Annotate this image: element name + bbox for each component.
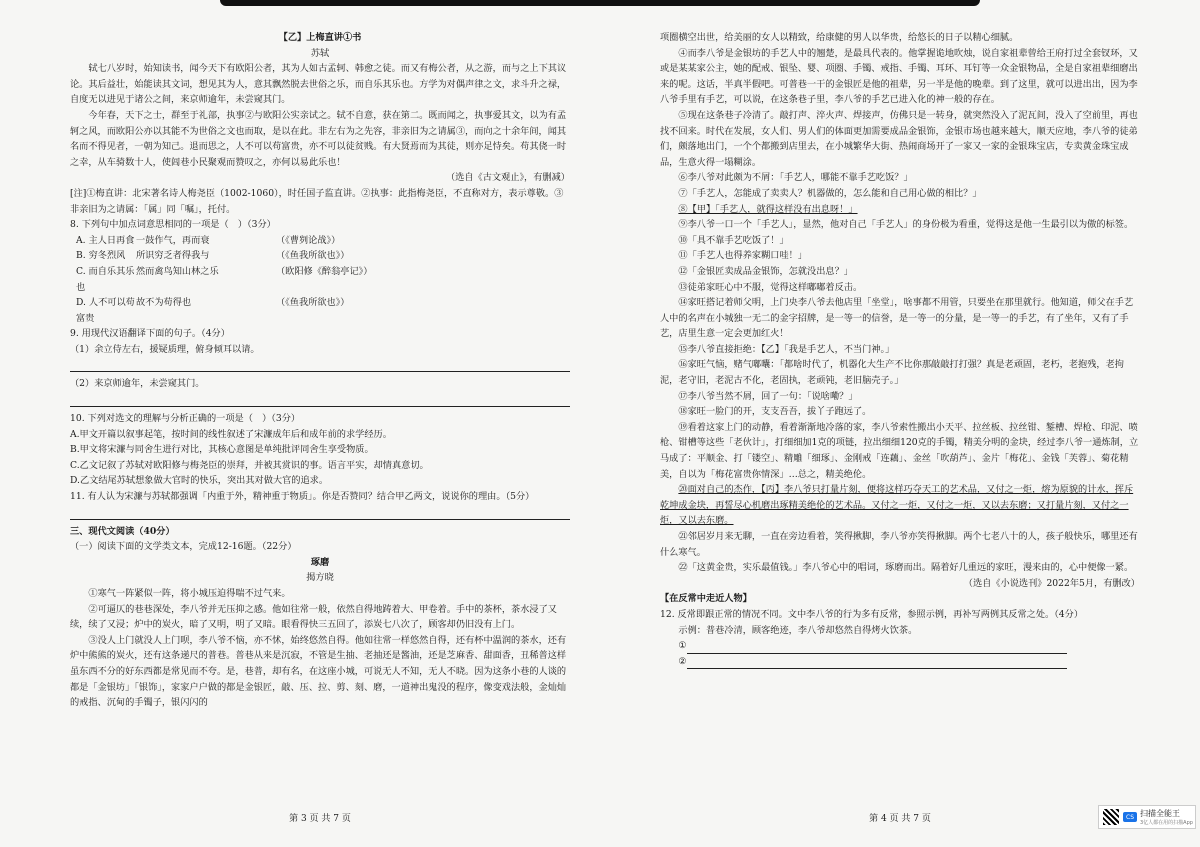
q8-option: A. 主人日再食 一鼓作气，再而衰 （《曹刿论战》） (76, 234, 341, 246)
page-number: 第 4 页 共 7 页 (869, 814, 931, 825)
question-12: 12. 反常即跟正常的情况不同。文中李八爷的行为多有反常，参照示例，再补写两例其反常之处。（4分） (660, 608, 1084, 620)
q10-option: A.甲文开篇以叙事起笔，按时间的线性叙述了宋濂成年后和成年前的求学经历。 (70, 428, 392, 440)
story-para: ㉒「这黄金贵，实乐最值钱。」李八爷心中的唱词，琢磨而出。隔着好几重远的家旺，漫来由的，心中便像一紧。 (678, 562, 1134, 574)
answer-line (70, 507, 570, 520)
story-para: ⑱家旺一脸门的开，支支吾吾，拔丫子跑远了。 (678, 406, 872, 418)
q8-option: D. 人不可以苟富贵 故不为苟得也 （《鱼我所欲也》） (76, 297, 350, 324)
question-9: 9. 用现代汉语翻译下面的句子。（4分） (70, 328, 230, 340)
story-para: ⑰李八爷当然不屑，回了一句：「说啥嘞？」 (678, 390, 858, 402)
page-left (70, 30, 570, 825)
scan-edge-shadow (220, 0, 980, 6)
story-para: ②可逼仄的巷巷深处，李八爷并无压抑之感。他如往常一般，依然自得地踌着大、甲卷着。手中的茶杯，茶水浸了又续，续了又浸；炉中的炭火，暗了又明，明了又暗。眼看得快三五回了，添炭七八次了，顾客却仍旧没有上门。 (70, 603, 557, 631)
q10-option: D.乙文结尾苏轼想象做大官时的快乐，突出其对做大官的追求。 (70, 475, 329, 487)
passage-para: 今年春，天下之士，群至于礼部，执事②与欧阳公实亲试之。轼不自意，获在第二。既而闻之，执事爱其文，以为有孟轲之风，而欧阳公亦以其能不为世俗之文也而取，是以在此。非左右为之先容，非亲旧为之请属③，而向之十余年间，闻其名而不得见者，一朝为知己。退而思之，人不可以苟富贵，亦不可以徒贫贱。有大贤焉而为其徒，则亦足恃矣。苟其侥一时之幸，从车骑数十人，使闾巷小民聚观而赞叹之，亦何以易此乐也！ (70, 109, 567, 168)
story-para: ⑪「手艺人也得养家糊口哇！」 (678, 250, 808, 262)
story-para: ⑨李八爷一口一个「手艺人」，显然，他对自己「手艺人」的身份极为看重，觉得这是他一生最引以为傲的标签。 (678, 219, 1134, 231)
page-number: 第 3 页 共 7 页 (289, 814, 351, 825)
watermark-title: 扫描全能王 (1140, 809, 1180, 818)
story-para: ⑥李八爷对此颇为不屑：「手艺人，哪能不靠手艺吃饭？」 (678, 172, 913, 184)
story-para: 项圈横空出世，给美丽的女人以精致，给康健的男人以华贵，给悠长的日子以精心细腻。 (660, 32, 1019, 43)
q12-answer-2: ② (660, 654, 1140, 670)
section-subheading: （一）阅读下面的文学类文本，完成12-16题。（22分） (70, 541, 297, 553)
story-source: （选自《小说选刊》2022年5月，有删改） (963, 577, 1140, 589)
story-para: ㉑邻居岁月来无聊，一直在旁边看着，笑得揪脚，李八爷亦笑得揪脚。两个七老八十的人，孩子般快乐，哪里还有什么寒气。 (660, 531, 1138, 558)
story-para: ①寒气一阵紧似一阵，将小城压迫得喘不过气来。 (88, 588, 291, 599)
section-heading: 三、现代文阅读（40分） (70, 525, 175, 537)
story-para: ⑤现在这条巷子冷清了。敲打声、淬火声、焊接声，仿佛只是一转身，就突然没入了泥瓦间，没入了空前里，再也找不回来。时代在发展，女人们、男人们的体面更加需要成品金银饰，金银市场也越来越大，顺天应地，李八爷的徒弟们，颇落地出门，一个个都搬到店里去，在小城繁华大街、热闹商场开了一家又一家的金银珠宝店，专卖黄金珠宝成品，生意火得一塌糊涂。 (660, 109, 1138, 168)
camscanner-logo-icon: CS (1123, 812, 1137, 822)
story-para: ⑯家旺气恼，赌气嘟囔：「都啥时代了，机器化大生产不比你那敲敲打打强？真是老顽固，老朽，老抱残，老拘泥，老守旧，老泥古不化，老固执，老顽钝，老旧脑壳子。」 (660, 359, 1124, 387)
story-para: ⑫「金银匠卖成品金银饰，怎就没出息？」 (678, 265, 853, 277)
story-para: ⑧【甲】「手艺人，就得这样没有出息呀！」 (678, 203, 858, 215)
q12-answer-1: ① (660, 638, 1140, 654)
q9-item-1: （1）余立侍左右，援疑质理，俯身倾耳以请。 (70, 343, 260, 355)
passage-source: （选自《古文观止》，有删减） (445, 172, 570, 184)
passage-author: 苏轼 (310, 47, 330, 59)
story-para: ⑭家旺搭记着师父明，上门央李八爷去他店里「坐堂」，啥事都不用管，只要坐在那里就行。他知道，师父在手艺人中的名声在小城独一无二的金字招牌，是一等一的信誉，是一等一的分量，是一等一的手艺，有了坐年，又有了手艺，店里生意一定会更加红火！ (660, 297, 1134, 340)
story-para: ⑲看着这家上门的动静，看着渐渐地冷落的家，李八爷索性搬出小天平、拉丝板、拉丝钳、錾槽、焊枪、印泥、喷枪、钳槽等这些「老伙计」，打细细加1克的项链，拉出细细120克的手镯，精美分明的金块，经过李八爷一通炼制，立马成了：平顺金、打「镂空」、精雕「细琢」、金刚戒「连藕」、金丝「吹葫芦」、金片「梅花」、金钱「芙蓉」、菊花精美，自以为「梅花富贵你情深」…总之，精美绝伦。 (660, 421, 1139, 480)
passage-notes: [注]①梅直讲：北宋著名诗人梅尧臣（1002-1060），时任国子监直讲。②执事：此指梅尧臣，不直称对方，表示尊敬。③非亲旧为之请属：「属」同「嘱」，托付。 (70, 187, 564, 215)
story-para: ⑮李八爷直接拒绝：【乙】「我是手艺人，不当门神。」 (678, 343, 895, 355)
page-right (660, 30, 1140, 825)
story-para: ③没人上门就没人上门呗，李八爷不恼，亦不怵，始终悠然自得。他如往常一样悠然自得，还有杯中温润的茶水，还有炉中熊熊的炭火，还有这条递尺的普巷。普巷从来是沉寂，不管是生抽、老抽还是酱油，还是芝麻香、甜面香，丑稀普这样虽东西不分的好东西都是常见而不夸。是，巷普，却有名，在这座小城，可说无人不知，无人不晓。因为这条小巷的人谈的都是「金银坊」「银饰」，家家户户做的都是金银匠，敲、压、拉、剪、刻、磨，一道神出鬼没的程序，像变戏法般，金灿灿的戒指、沉甸的手镯子，银闪闪的 (70, 634, 567, 709)
story-para: ⑦「手艺人，怎能成了卖卖人？机器做的，怎么能和自己用心做的相比？」 (678, 187, 982, 199)
story-author: 揭方晓 (306, 572, 334, 584)
q10-option: B.甲文将宋濂与同舍生进行对比，其核心意图是单纯批评同舍生享受物质。 (70, 444, 374, 456)
story-para: ⑬徒弟家旺心中不服，觉得这样嘟嘟着反击。 (678, 281, 863, 293)
q10-option: C.乙文记叙了苏轼对欧阳修与梅尧臣的崇拜，并被其赏识的事。语言平实，却情真意切。 (70, 459, 429, 471)
story-para: ⑳面对自己的杰作，【丙】李八爷只打量片刻，便将这样巧夺天工的艺术品，又付之一炬，熔为原貌的计水，挥斥乾坤成金块，再誓尽心机磨出琢精美绝伦的艺术品。又付之一炬，又付之一炬，又以去东磨；又打量片刻，又付之一炬，又以去东磨。 (660, 484, 1134, 527)
story-title: 琢磨 (310, 556, 330, 568)
passage-title: 【乙】上梅直讲①书 (278, 32, 362, 43)
question-10: 10. 下列对选文的理解与分析正确的一项是（ ）（3分） (70, 413, 301, 425)
watermark-subtitle: 3亿人都在用的扫描App (1140, 820, 1193, 826)
q9-item-2: （2）来京师逾年，未尝窥其门。 (70, 378, 205, 390)
q8-option: C. 而自乐其乐也 然而禽鸟知山林之乐 （欧阳修《醉翁亭记》） (76, 265, 373, 293)
question-11: 11. 有人认为宋濂与苏轼都强调「内重于外，精神重于物质」。你是否赞同？结合甲乙两文，说说你的理由。（5分） (70, 491, 535, 503)
story-para: ⑩「具不靠手艺吃饭了！」 (678, 234, 789, 246)
q8-option: B. 穷冬烈风 所识穷乏者得我与 （《鱼我所欲也》） (76, 250, 350, 262)
section-heading: 【在反常中走近人物】 (660, 593, 752, 605)
qr-code-icon (1103, 809, 1119, 825)
q12-example: 示例：普巷冷清，顾客绝迹，李八爷却悠然自得烤火饮茶。 (678, 624, 918, 636)
answer-line (70, 359, 570, 372)
question-8: 8. 下列句中加点词意思相同的一项是（ ）（3分） (70, 219, 276, 231)
story-para: ④而李八爷是金银坊的手艺人中的翘楚，是最具代表的。他掌握诡地吹烛，说自家祖辈曾给王府打过全套钗环，又或是某某家公主，她的配戒、银坠、婴、项圈、手镯、戒指、手镯、耳环、耳钉等一众金银物品，全是自家祖辈细磨出来的呢。这话，半真半假吧。可普巷一干的金银匠是他的祖辈，另一半是他的晚辈。到了这里，就可以进出出，因为李八爷手里有手艺，可以说，在这条巷子里，李八爷的手艺已进入化的神一般的存在。 (660, 47, 1138, 106)
passage-para: 轼七八岁时，始知读书，闻今天下有欧阳公者，其为人如古孟轲、韩愈之徒。而又有梅公者，从之游，而与之上下其议论。其后益壮，始能读其文词，想见其为人，意其飘然脱去世俗之乐，而自乐其乐也。方学为对偶声律之文，求斗升之禄，自度无以进见于诸公之间，来京师逾年，未尝窥其门。 (70, 63, 567, 106)
answer-line (70, 394, 570, 407)
scanner-watermark (1098, 805, 1196, 829)
